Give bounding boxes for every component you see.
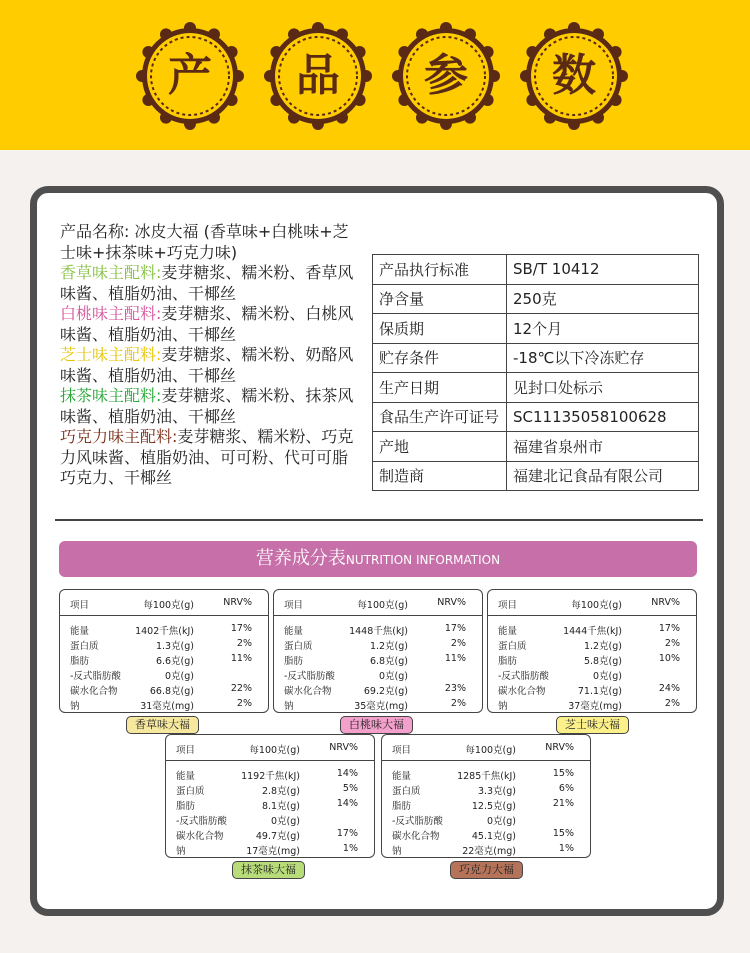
nutrient-name: 钠 — [392, 846, 402, 857]
table-row — [382, 813, 590, 828]
spec-key: 产品执行标准 — [373, 255, 507, 285]
nutrient-amount: 1.2克(g) — [583, 641, 622, 652]
table-row — [488, 653, 696, 668]
table-row — [373, 373, 699, 403]
nutrition-title-en: NUTRITION INFORMATION — [345, 553, 501, 567]
column-header: NRV% — [545, 742, 574, 753]
nutrient-name: 能量 — [392, 771, 412, 782]
table-row — [60, 683, 268, 698]
nutrient-name: 能量 — [176, 771, 196, 782]
nutrient-name: -反式脂肪酸 — [392, 816, 443, 827]
table-row — [373, 284, 699, 314]
spec-key: 产地 — [373, 432, 507, 462]
nutrient-amount: 2.8克(g) — [261, 786, 300, 797]
column-header: NRV% — [437, 597, 466, 608]
nutrient-nrv: 2% — [450, 638, 466, 649]
column-header: 项目 — [498, 600, 518, 611]
column-header: NRV% — [329, 742, 358, 753]
spec-key: 食品生产许可证号 — [373, 402, 507, 432]
table-row — [488, 683, 696, 698]
banner-char: 参 — [424, 50, 468, 101]
nutrition-table-header — [166, 735, 374, 761]
ingredient-matcha — [60, 386, 360, 427]
nutrition-table — [381, 734, 591, 858]
ingredient-text: 麦芽糖浆、糯米粉、奶酪风味酱、植脂奶油、干椰丝 — [60, 345, 354, 385]
nutrient-amount: 1402千焦(kJ) — [135, 626, 194, 637]
seal-badge-3 — [390, 20, 502, 132]
nutrient-name: 钠 — [498, 701, 508, 712]
nutrient-amount: 0克(g) — [487, 816, 516, 827]
table-row — [373, 461, 699, 491]
nutrient-nrv: 2% — [450, 698, 466, 709]
flavor-tag: 抹茶味大福 — [232, 861, 305, 879]
nutrient-nrv: 11% — [230, 653, 252, 664]
nutrient-nrv: 2% — [236, 638, 252, 649]
ingredient-text: 麦芽糖浆、糯米粉、白桃风味酱、植脂奶油、干椰丝 — [60, 304, 354, 344]
nutrient-nrv: 14% — [336, 798, 358, 809]
nutrient-name: 蛋白质 — [498, 641, 527, 652]
spec-key: 生产日期 — [373, 373, 507, 403]
table-row — [274, 623, 482, 638]
nutrient-amount: 8.1克(g) — [261, 801, 300, 812]
table-row — [166, 828, 374, 843]
ingredient-text: 麦芽糖浆、糯米粉、巧克力风味酱、植脂奶油、可可粉、代可可脂巧克力、干椰丝 — [60, 427, 354, 487]
seal-badge-4 — [518, 20, 630, 132]
nutrient-nrv: 17% — [444, 623, 466, 634]
nutrition-table-header — [60, 590, 268, 616]
table-row — [382, 798, 590, 813]
nutrient-amount: 31毫克(mg) — [140, 701, 194, 712]
nutrient-amount: 1448千焦(kJ) — [349, 626, 408, 637]
table-row — [274, 653, 482, 668]
flavor-tag: 巧克力大福 — [450, 861, 523, 879]
spec-value: 福建省泉州市 — [507, 432, 699, 462]
ingredient-label: 白桃味主配料: — [60, 304, 162, 323]
nutrient-name: 蛋白质 — [176, 786, 205, 797]
table-row — [373, 255, 699, 285]
nutrient-amount: 6.8克(g) — [369, 656, 408, 667]
table-row — [166, 768, 374, 783]
nutrient-name: 脂肪 — [284, 656, 304, 667]
table-row — [373, 432, 699, 462]
nutrient-name: 能量 — [498, 626, 518, 637]
spec-value: -18℃以下冷冻贮存 — [507, 343, 699, 373]
nutrient-nrv: 24% — [658, 683, 680, 694]
flavor-tag: 香草味大福 — [126, 716, 199, 734]
nutrient-nrv: 2% — [236, 698, 252, 709]
nutrient-name: 能量 — [284, 626, 304, 637]
nutrient-name: 蛋白质 — [70, 641, 99, 652]
nutrition-table — [273, 589, 483, 713]
nutrition-table-header — [488, 590, 696, 616]
nutrient-name: 脂肪 — [498, 656, 518, 667]
ingredient-label: 芝士味主配料: — [60, 345, 162, 364]
table-row — [382, 828, 590, 843]
table-row — [488, 638, 696, 653]
ingredient-chocolate — [60, 427, 360, 489]
banner-char: 产 — [168, 50, 212, 101]
nutrient-nrv: 1% — [558, 843, 574, 854]
nutrient-nrv: 5% — [342, 783, 358, 794]
table-row — [60, 698, 268, 713]
spec-key: 净含量 — [373, 284, 507, 314]
nutrient-name: 钠 — [284, 701, 294, 712]
table-row — [274, 668, 482, 683]
nutrient-amount: 17毫克(mg) — [246, 846, 300, 857]
table-row — [373, 314, 699, 344]
column-header: 每100克(g) — [465, 745, 516, 756]
ingredient-cheese — [60, 345, 360, 386]
spec-value: 250克 — [507, 284, 699, 314]
nutrient-name: 蛋白质 — [284, 641, 313, 652]
nutrition-table — [165, 734, 375, 858]
nutrient-nrv: 15% — [552, 768, 574, 779]
nutrition-header — [59, 541, 697, 577]
table-row — [60, 668, 268, 683]
nutrient-name: 碳水化合物 — [176, 831, 224, 842]
table-row — [382, 843, 590, 858]
table-row — [60, 638, 268, 653]
table-row — [488, 668, 696, 683]
nutrient-nrv: 2% — [664, 698, 680, 709]
nutrient-nrv: 1% — [342, 843, 358, 854]
nutrient-nrv: 10% — [658, 653, 680, 664]
nutrient-name: 钠 — [70, 701, 80, 712]
table-row — [166, 783, 374, 798]
nutrient-name: 碳水化合物 — [284, 686, 332, 697]
column-header: NRV% — [223, 597, 252, 608]
nutrient-name: -反式脂肪酸 — [498, 671, 549, 682]
table-row — [373, 343, 699, 373]
table-row — [274, 698, 482, 713]
nutrient-nrv: 14% — [336, 768, 358, 779]
column-header: 每100克(g) — [143, 600, 194, 611]
column-header: 项目 — [392, 745, 412, 756]
nutrient-nrv: 21% — [552, 798, 574, 809]
nutrient-amount: 0克(g) — [271, 816, 300, 827]
nutrient-amount: 1444千焦(kJ) — [563, 626, 622, 637]
nutrient-nrv: 23% — [444, 683, 466, 694]
spec-value: 福建北记食品有限公司 — [507, 461, 699, 491]
ingredient-label: 抹茶味主配料: — [60, 386, 162, 405]
nutrient-amount: 66.8克(g) — [149, 686, 194, 697]
table-row — [60, 623, 268, 638]
nutrient-amount: 0克(g) — [165, 671, 194, 682]
nutrient-amount: 0克(g) — [379, 671, 408, 682]
nutrient-amount: 69.2克(g) — [363, 686, 408, 697]
nutrient-nrv: 6% — [558, 783, 574, 794]
nutrient-name: 脂肪 — [176, 801, 196, 812]
nutrient-amount: 5.8克(g) — [583, 656, 622, 667]
nutrient-name: 碳水化合物 — [70, 686, 118, 697]
table-row — [373, 402, 699, 432]
nutrient-amount: 1.3克(g) — [155, 641, 194, 652]
product-name-label: 产品名称: — [60, 222, 130, 241]
nutrient-name: 能量 — [70, 626, 90, 637]
nutrient-nrv: 22% — [230, 683, 252, 694]
nutrition-table-header — [274, 590, 482, 616]
nutrient-nrv: 2% — [664, 638, 680, 649]
table-row — [274, 683, 482, 698]
nutrition-table — [487, 589, 697, 713]
table-row — [166, 843, 374, 858]
table-row — [166, 813, 374, 828]
nutrient-name: 碳水化合物 — [392, 831, 440, 842]
table-row — [382, 783, 590, 798]
seal-badge-1 — [134, 20, 246, 132]
nutrient-amount: 71.1克(g) — [577, 686, 622, 697]
section-divider — [55, 519, 703, 521]
nutrient-nrv: 15% — [552, 828, 574, 839]
ingredient-text: 麦芽糖浆、糯米粉、抹茶风味酱、植脂奶油、干椰丝 — [60, 386, 354, 426]
ingredient-label: 香草味主配料: — [60, 263, 162, 282]
nutrient-name: 脂肪 — [392, 801, 412, 812]
nutrient-amount: 0克(g) — [593, 671, 622, 682]
spec-value: SB/T 10412 — [507, 255, 699, 285]
nutrient-amount: 45.1克(g) — [471, 831, 516, 842]
product-name — [60, 222, 360, 263]
nutrient-amount: 12.5克(g) — [471, 801, 516, 812]
column-header: NRV% — [651, 597, 680, 608]
nutrient-nrv: 17% — [658, 623, 680, 634]
column-header: 每100克(g) — [357, 600, 408, 611]
flavor-tag: 白桃味大福 — [340, 716, 413, 734]
nutrient-name: 脂肪 — [70, 656, 90, 667]
nutrient-nrv: 11% — [444, 653, 466, 664]
product-name-value: 冰皮大福 (香草味+白桃味+芝士味+抹茶味+巧克力味) — [60, 222, 349, 262]
banner-char: 数 — [552, 50, 596, 101]
nutrient-name: 蛋白质 — [392, 786, 421, 797]
column-header: 每100克(g) — [571, 600, 622, 611]
spec-value: 见封口处标示 — [507, 373, 699, 403]
banner-char: 品 — [296, 50, 340, 101]
table-row — [274, 638, 482, 653]
nutrient-name: -反式脂肪酸 — [70, 671, 121, 682]
column-header: 项目 — [176, 745, 196, 756]
nutrient-nrv: 17% — [230, 623, 252, 634]
spec-key: 保质期 — [373, 314, 507, 344]
nutrient-amount: 1192千焦(kJ) — [241, 771, 300, 782]
ingredient-label: 巧克力味主配料: — [60, 427, 178, 446]
table-row — [166, 798, 374, 813]
table-row — [60, 653, 268, 668]
top-banner — [0, 0, 750, 150]
nutrient-name: 钠 — [176, 846, 186, 857]
nutrition-table — [59, 589, 269, 713]
nutrient-amount: 35毫克(mg) — [354, 701, 408, 712]
nutrient-amount: 22毫克(mg) — [462, 846, 516, 857]
ingredient-peach — [60, 304, 360, 345]
column-header: 项目 — [284, 600, 304, 611]
spec-value: 12个月 — [507, 314, 699, 344]
nutrient-amount: 6.6克(g) — [155, 656, 194, 667]
flavor-tag: 芝士味大福 — [556, 716, 629, 734]
column-header: 每100克(g) — [249, 745, 300, 756]
nutrient-amount: 37毫克(mg) — [568, 701, 622, 712]
table-row — [488, 698, 696, 713]
product-info — [60, 222, 360, 489]
nutrient-nrv: 17% — [336, 828, 358, 839]
nutrient-amount: 49.7克(g) — [255, 831, 300, 842]
table-row — [488, 623, 696, 638]
nutrient-name: -反式脂肪酸 — [284, 671, 335, 682]
seal-badge-2 — [262, 20, 374, 132]
nutrient-amount: 3.3克(g) — [477, 786, 516, 797]
nutrient-name: 碳水化合物 — [498, 686, 546, 697]
spec-value: SC11135058100628 — [507, 402, 699, 432]
spec-table — [372, 254, 699, 491]
table-row — [382, 768, 590, 783]
column-header: 项目 — [70, 600, 90, 611]
spec-key: 制造商 — [373, 461, 507, 491]
nutrient-amount: 1.2克(g) — [369, 641, 408, 652]
ingredient-text: 麦芽糖浆、糯米粉、香草风味酱、植脂奶油、干椰丝 — [60, 263, 354, 303]
nutrient-name: -反式脂肪酸 — [176, 816, 227, 827]
ingredient-vanilla — [60, 263, 360, 304]
spec-key: 贮存条件 — [373, 343, 507, 373]
nutrient-amount: 1285千焦(kJ) — [457, 771, 516, 782]
nutrition-title-cn: 营养成分表 — [255, 548, 346, 569]
nutrition-table-header — [382, 735, 590, 761]
